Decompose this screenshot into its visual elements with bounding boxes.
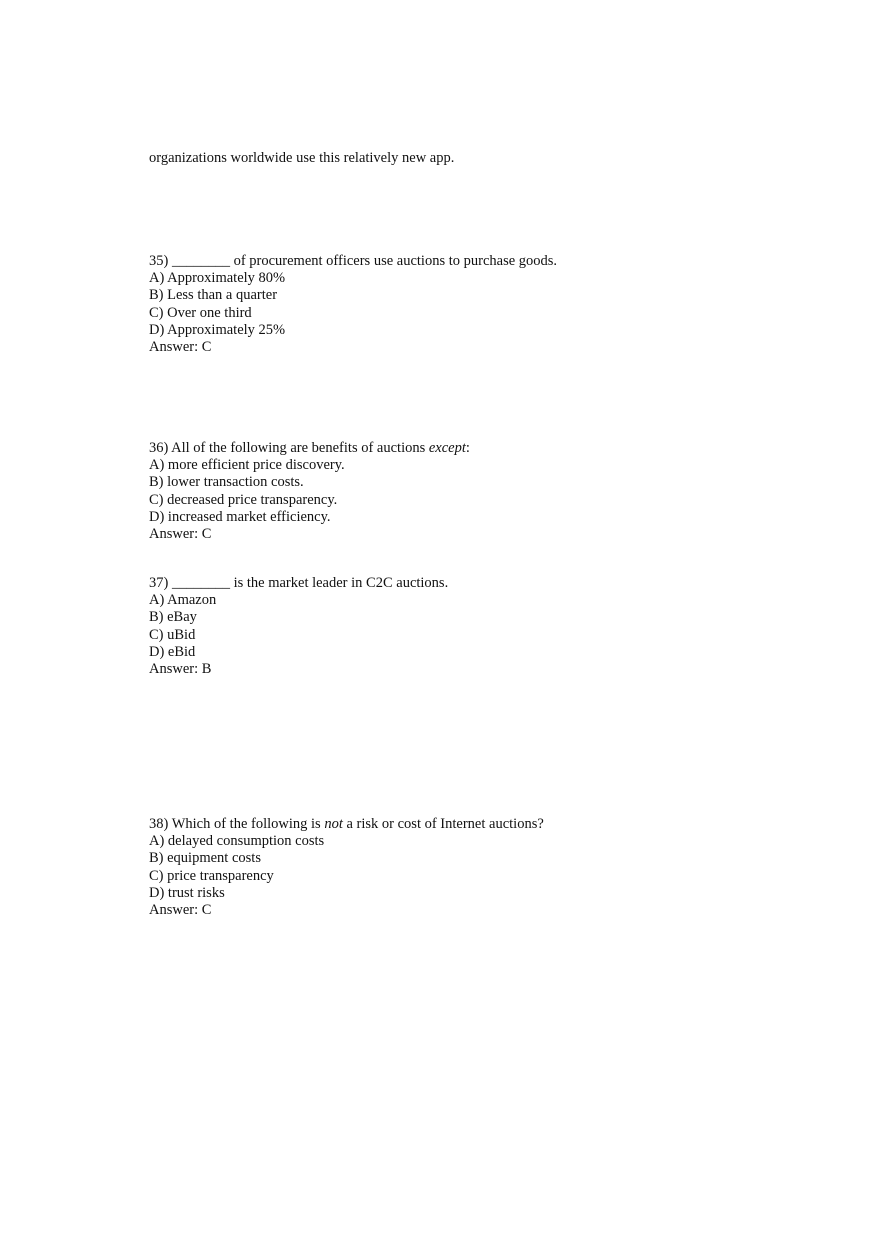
question-stem [149, 440, 789, 457]
option-c: C) uBid [149, 626, 196, 643]
stem-text: 36) All of the following are benefits of auctions [149, 440, 429, 456]
question-stem [149, 816, 789, 833]
stem-text-end: : [465, 440, 470, 456]
option-a: A) Approximately 80% [149, 270, 286, 287]
option-b: B) eBay [149, 609, 197, 626]
question-38 [149, 816, 789, 919]
carryover-text: organizations worldwide use this relatively new app. [149, 150, 455, 166]
question-stem: 35) ________ of procurement officers use auctions to purchase goods. [149, 253, 558, 269]
option-c: C) decreased price transparency. [149, 491, 338, 508]
stem-emphasis: not [324, 816, 343, 832]
question-stem: 37) ________ is the market leader in C2C auctions. [149, 575, 449, 591]
answer: Answer: C [149, 525, 212, 542]
option-b: B) equipment costs [149, 850, 261, 867]
answer: Answer: C [149, 338, 212, 355]
option-d: D) increased market efficiency. [149, 508, 331, 525]
option-c: C) price transparency [149, 867, 274, 884]
option-d: D) trust risks [149, 884, 225, 901]
carryover-paragraph [149, 150, 789, 167]
stem-text-end: a risk or cost of Internet auctions? [342, 816, 544, 832]
option-b: B) lower transaction costs. [149, 474, 304, 491]
option-d: D) Approximately 25% [149, 321, 286, 338]
answer: Answer: B [149, 660, 212, 677]
option-c: C) Over one third [149, 304, 252, 321]
question-37 [149, 575, 789, 678]
stem-text: 38) Which of the following is [149, 816, 325, 832]
option-a: A) Amazon [149, 592, 217, 609]
question-36 [149, 440, 789, 543]
option-b: B) Less than a quarter [149, 287, 278, 304]
option-a: A) delayed consumption costs [149, 833, 325, 850]
question-35 [149, 253, 789, 356]
stem-emphasis: except [428, 440, 466, 456]
option-a: A) more efficient price discovery. [149, 457, 345, 474]
answer: Answer: C [149, 901, 212, 918]
option-d: D) eBid [149, 643, 196, 660]
